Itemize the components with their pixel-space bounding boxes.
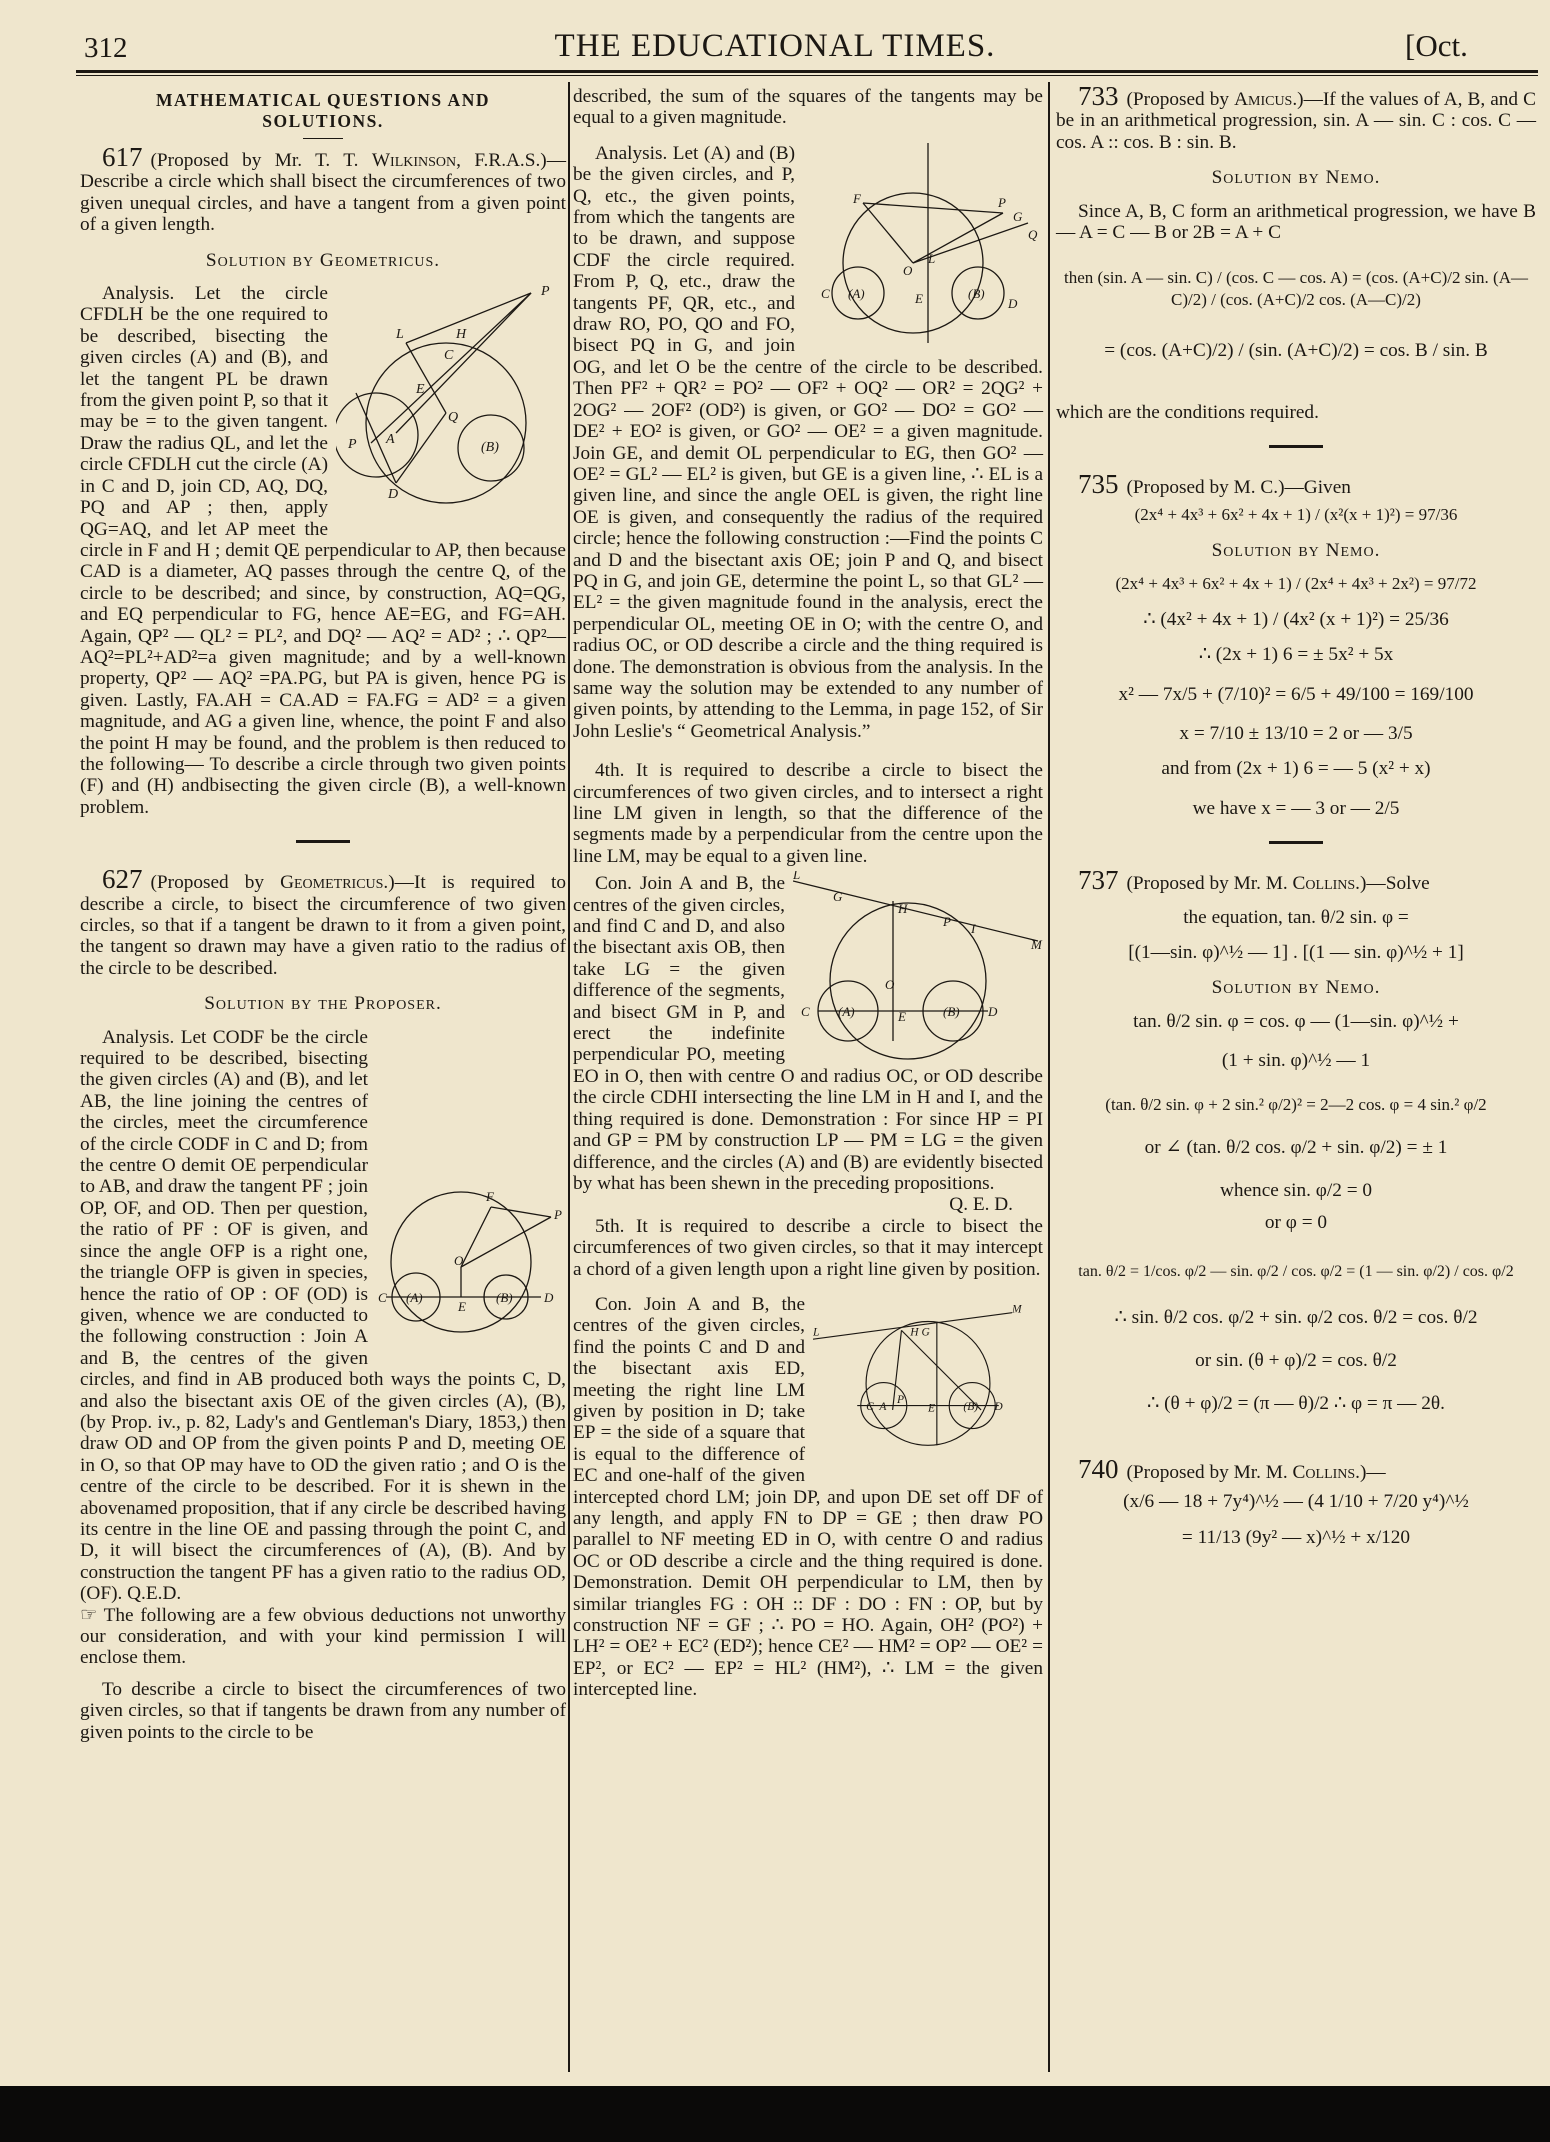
question-text: )— <box>1360 1461 1386 1483</box>
left-column <box>80 86 566 1743</box>
svg-text:D: D <box>544 1289 554 1305</box>
question-text: F.R.A.S.)—Describe a circle which shall bisect the circumferences of two given unequal circles, and have a tangent from a given point of a given length. <box>80 150 567 236</box>
qed-mark: Q. E. D. <box>949 1194 1013 1216</box>
svg-text:E: E <box>416 382 425 398</box>
proposer-prefix: (Proposed by <box>150 872 281 894</box>
divider <box>296 840 350 843</box>
svg-text:H: H <box>898 901 908 917</box>
column-divider <box>1048 82 1050 2072</box>
header-rule <box>76 70 1538 73</box>
svg-text:M: M <box>1031 937 1042 953</box>
geometry-figure-tangents <box>803 143 1043 343</box>
question-text: (Proposed by M. C.)—Given <box>1126 477 1351 499</box>
svg-text:H G: H G <box>910 1326 930 1339</box>
proposer-prefix: (Proposed by Mr. T. T. <box>150 150 372 171</box>
equation: ∴ (θ + φ)/2 = (π — θ)/2 ∴ φ = π — 2θ. <box>1147 1393 1445 1415</box>
equation: ∴ (4x² + 4x + 1) / (4x² (x + 1)²) = 25/36 <box>1143 608 1449 630</box>
fifth-construction: Con. Join A and B, the centres of the given circles, find the points C and D and the bisectant axis ED, meeting the right line LM given by position in D; take EP = the side of a square that is equal to the difference of EC and one-half of the given intercepted chord LM; join DP, and upon DE set off DF of any length, and apply FN to DP = GE ; then draw PO parallel to NF meeting ED in O, with centre O and radius OC or OD describe a circle and the thing required is done. Demonstration. Demit OH perpendicular to LM, then by similar triangles FG : OH :: DF : DO : FN : OP, but by construction NF = GF ; ∴ PO = HO. Again, OH² (PO²) + LH² = OE² + EC² (ED²); hence CE² — HM² = OP² — OE² = EP², or EC² — EP² = HL² (HM²), ∴ LM = the given intercepted line. <box>573 1293 1043 1701</box>
svg-text:(B): (B) <box>963 1400 979 1413</box>
svg-text:(A): (A) <box>848 285 865 301</box>
question-617 <box>80 142 567 236</box>
equation: whence sin. φ/2 = 0 <box>1219 1180 1373 1202</box>
page-number: 312 <box>84 32 128 64</box>
equation: ∴ sin. θ/2 cos. φ/2 + sin. φ/2 cos. θ/2 = cos. θ/2 <box>1114 1306 1478 1328</box>
equation: [(1—sin. φ)^½ — 1] . [(1 — sin. φ)^½ + 1] <box>1128 941 1464 963</box>
construction-text: Con. Join A and B, the centres of the given circles, and find C and D, and also the bisectant axis OB, then take LG = the given difference of the segments, and bisect GM in P, and erect the indefinite perpendicular PO, meeting EO in O, then with centre O and radius OC, or OD describe the circle CDHI intersecting the line LM in H and I, and the thing required is done. Demonstration : For since HP = PI and GP = PM by construction LP — PM = LG = the given difference, and the circles (A) and (B) are evidently bisected by what has been shewn in the preceding propositions. <box>573 873 1043 1194</box>
svg-text:(B): (B) <box>968 285 985 301</box>
equation: x² — 7x/5 + (7/10)² = 6/5 + 49/100 = 169/100 <box>1118 683 1474 705</box>
svg-text:O: O <box>903 262 913 278</box>
geometry-figure-fifth <box>813 1294 1043 1464</box>
svg-text:P: P <box>348 437 357 453</box>
svg-text:G: G <box>833 889 843 905</box>
section-heading: MATHEMATICAL QUESTIONS AND SOLUTIONS. <box>156 90 490 131</box>
svg-text:D: D <box>994 1400 1003 1413</box>
equation: or ∠ (tan. θ/2 cos. φ/2 + sin. φ/2) = ± 1 <box>1144 1136 1448 1158</box>
equation: tan. θ/2 sin. φ = cos. φ — (1—sin. φ)^½ + <box>1133 1010 1459 1032</box>
equation: we have x = — 3 or — 2/5 <box>1192 797 1400 819</box>
svg-text:P: P <box>897 1393 905 1406</box>
svg-text:(B): (B) <box>943 1004 960 1020</box>
equation: and from (2x + 1) 6 = — 5 (x² + x) <box>1161 758 1431 780</box>
geometry-figure-617 <box>336 283 566 515</box>
equation: or sin. (θ + φ)/2 = cos. θ/2 <box>1195 1350 1397 1371</box>
svg-text:P: P <box>943 914 951 930</box>
question-737 <box>1056 865 1536 896</box>
svg-text:D: D <box>1008 295 1018 311</box>
svg-text:O: O <box>454 1252 464 1268</box>
analysis-paragraph: Analysis. Let (A) and (B) be the given circles, and P, Q, etc., the given points, from which the tangents are to be drawn, and suppose CDF the circle required. From P, Q, etc., draw the tangents PF, QR, etc., and draw RO, PO, QO and FO, bisect PQ in G, and join OG, and let O be the centre of the circle to be described. Then PF² + QR² = PO² — OF² + OQ² — OR² = 2QG² + 2OG² — 2OF² (OD²) is given, or GO² — DO² = GO² — DE² + EO² is given, or GO² — OE² = a given magnitude. Join GE, and demit OL perpendicular to EG, then GO² — OE² = GL² — EL² is given, but GE is a given line, ∴ EL is a given line, and since the angle OEL is given, the right line OE is given, and consequently the radius of the required circle; hence the following construction :—Find the points C and D and the bisectant axis OE; join P and Q, and bisect PQ in G, and join GE, determine the point L, so that GL² — EL² = the given magnitude found in the analysis, erect the perpendicular OL, meeting OE in O; with the centre O, and radius OC, or OD describe a circle and the thing required is done. The demonstration is obvious from the analysis. In the same way the solution may be extended to any number of given points, by attending to the Lemma, in page 152, of Sir John Leslie's “ Geometrical Analysis.” <box>573 142 1043 742</box>
proposer-prefix: (Proposed by <box>1126 89 1235 110</box>
scan-border <box>0 2086 1550 2142</box>
svg-text:Q: Q <box>448 410 459 426</box>
svg-text:P: P <box>554 1206 562 1222</box>
svg-text:F: F <box>853 190 861 206</box>
question-740 <box>1056 1453 1536 1484</box>
deduction-third: To describe a circle to bisect the circumferences of two given circles, so that if tangents be drawn from any number of given points to the circle to be <box>80 1678 566 1743</box>
equation: then (sin. A — sin. C) / (cos. C — cos. A) = (cos. (A+C)/2 sin. (A—C)/2) / (cos. (A+C)/2 cos. (A—C)/2) <box>1064 268 1528 309</box>
equation: (2x⁴ + 4x³ + 6x² + 4x + 1) / (2x⁴ + 4x³ + 2x²) = 97/72 <box>1115 574 1477 594</box>
equation: ∴ (2x + 1) 6 = ± 5x² + 5x <box>1198 644 1394 666</box>
question-number: 617 <box>102 142 143 172</box>
question-text: )—If the values of A, B, and C be in an arithmetical progression, sin. A — sin. C : cos. C — cos. A :: cos. B : sin. B. <box>1056 89 1536 153</box>
svg-text:E: E <box>898 1009 906 1025</box>
svg-text:A: A <box>879 1400 887 1413</box>
equation: (tan. θ/2 sin. φ + 2 sin.² φ/2)² = 2—2 cos. φ = 4 sin.² φ/2 <box>1105 1094 1487 1114</box>
svg-text:Q: Q <box>1028 226 1038 242</box>
journal-title: THE EDUCATIONAL TIMES. <box>554 28 996 64</box>
proposer-name: Collins. <box>1292 1461 1361 1483</box>
question-735 <box>1056 469 1536 500</box>
svg-text:F: F <box>486 1188 494 1204</box>
question-number: 735 <box>1078 469 1119 500</box>
question-number: 740 <box>1078 1453 1119 1484</box>
svg-text:L: L <box>396 327 404 343</box>
svg-text:A: A <box>386 432 395 448</box>
proposer-name: Wilkinson, <box>371 150 461 171</box>
divider <box>303 138 343 139</box>
svg-text:M: M <box>1012 1303 1022 1316</box>
solution-heading: Solution by Nemo. <box>1211 977 1381 999</box>
svg-text:C: C <box>801 1004 810 1020</box>
middle-column <box>573 86 1043 1701</box>
question-number: 627 <box>102 864 143 895</box>
svg-text:H: H <box>456 327 467 343</box>
svg-text:D: D <box>388 487 399 503</box>
svg-text:E: E <box>915 290 923 306</box>
svg-text:(A): (A) <box>838 1004 855 1020</box>
proposer-name: Amicus. <box>1234 89 1298 110</box>
header-rule-thin <box>76 75 1538 76</box>
question-627 <box>80 864 566 979</box>
equation: tan. θ/2 = 1/cos. φ/2 — sin. φ/2 / cos. φ/2 = (1 — sin. φ/2) / cos. φ/2 <box>1078 1263 1514 1281</box>
svg-text:E: E <box>458 1298 466 1314</box>
solution-body: Analysis. Let CODF be the circle required to be described, bisecting the given circles (A) and (B), and let AB, the line joining the centres of the circles, meet the circumference of the circle CODF in C and D; from the centre O demit OE perpendicular to AB, and draw the tangent PF ; join OP, OF, and OD. Then per question, the ratio of PF : OF is given, and since the angle OFP is a right one, the triangle OFP is given in species, hence the ratio of OP : OF (OD) is given, whence we are conducted to the following construction : Join A and B, the centres of the given circles, and find in AB produced both ways the points C, D, and also the bisectant axis OE of the given circles (A), (B), (by Prop. iv., p. 82, Lady's and Gentleman's Diary, 1853,) then draw OD and OP from the given points P and D, meeting OE in O, so that OP may have to OD the given ratio ; and O is the centre of the circle to be described. For it is shewn in the abovenamed proposition, that if any circle be described having its centre in the line OE and passing through the point C, and D, it will bisect the circumferences of (A), (B). And by construction the tangent PF has a given ratio to the radius OD, (OF). Q.E.D. <box>80 1026 566 1605</box>
equation: x = 7/10 ± 13/10 = 2 or — 3/5 <box>1179 722 1413 744</box>
divider <box>1269 841 1323 844</box>
equation: (2x⁴ + 4x³ + 6x² + 4x + 1) / (x²(x + 1)²) = 97/36 <box>1134 505 1458 525</box>
equation: = (cos. (A+C)/2) / (sin. (A+C)/2) = cos. B / sin. B <box>1104 340 1488 362</box>
proposer-prefix: (Proposed by Mr. M. <box>1126 873 1293 895</box>
solution-conclusion: which are the conditions required. <box>1056 401 1319 423</box>
geometry-figure-627 <box>376 1177 566 1347</box>
svg-text:P: P <box>998 194 1006 210</box>
svg-text:C: C <box>821 285 830 301</box>
editor-note: ☞ The following are a few obvious deductions not unworthy our consideration, and with your kind permission I will enclose them. <box>80 1604 566 1669</box>
svg-text:(A): (A) <box>406 1289 423 1305</box>
svg-text:L: L <box>928 250 936 266</box>
equation: = 11/13 (9y² — x)^½ + x/120 <box>1181 1526 1411 1548</box>
question-733 <box>1056 81 1536 153</box>
solution-heading: Solution by the Proposer. <box>204 993 442 1015</box>
equation: (x/6 — 18 + 7y⁴)^½ — (4 1/10 + 7/20 y⁴)^½ <box>1123 1491 1469 1513</box>
solution-heading: Solution by Nemo. <box>1211 167 1381 189</box>
solution-heading: Solution by Nemo. <box>1211 539 1381 561</box>
solution-heading: Solution by Geometricus. <box>205 249 441 271</box>
svg-text:E: E <box>928 1402 936 1415</box>
solution-body: Analysis. Let the circle CFDLH be the one required to be described, bisecting the given circles (A) and (B), and let the tangent PL be drawn from the given point P, so that it may be = to the given tangent. Draw the radius QL, and let the circle CFDLH cut the circle (A) in C and D, join CD, AQ, DQ, PQ and AP ; then, apply QG=AQ, and let AP meet the circle in F and H ; demit QE perpendicular to AP, then because CAD is a diameter, AQ passes through the centre Q, of the circle to be described; and since, by construction, AQ=QG, and EQ perpendicular to FG, hence AE=EG, and FG=AH. Again, QP² — QL² = PL², and DQ² — AQ² = AD² ; ∴ QP²—AQ²=PL²+AD²=a given magnitude; and by a well-known property, QP² — AQ² =PA.PG, but PA is given, hence PG is given. Lastly, FA.AH = CA.AD = FA.FG = AD² = a given magnitude, and AG a given line, whence, the point F and also the point H may be found, and the problem is then reduced to the following— To describe a circle through two given points (F) and (H) andbisecting the given circle (B), a well-known problem. <box>80 283 566 818</box>
right-column <box>1056 81 1536 1554</box>
equation: the equation, tan. θ/2 sin. φ = <box>1183 906 1409 928</box>
svg-text:(B): (B) <box>496 1289 513 1305</box>
equation: (1 + sin. φ)^½ — 1 <box>1221 1050 1371 1072</box>
svg-text:C: C <box>378 1289 387 1305</box>
svg-text:D: D <box>988 1004 998 1020</box>
equation: or φ = 0 <box>1264 1211 1328 1233</box>
fifth-deduction: 5th. It is required to describe a circle to bisect the circumferences of two given circles, so that it may intercept a chord of a given length upon a right line given by position. <box>573 1215 1043 1280</box>
question-text: )—It is required to describe a circle, to bisect the circumference of two given circles, so that if a tangent be drawn to it from a given point, the tangent so drawn may have a given ratio to the radius of the circle to be described. <box>80 872 566 979</box>
svg-text:C: C <box>444 348 454 364</box>
svg-text:P: P <box>541 284 550 300</box>
proposer-prefix: (Proposed by Mr. M. <box>1126 1461 1293 1483</box>
question-number: 733 <box>1078 81 1119 111</box>
question-text: )—Solve <box>1360 873 1430 895</box>
svg-text:O: O <box>885 977 895 993</box>
svg-text:I: I <box>971 921 976 937</box>
svg-text:L: L <box>793 871 801 883</box>
proposer-name: Collins. <box>1292 873 1361 895</box>
svg-text:(B): (B) <box>481 440 499 456</box>
svg-text:L: L <box>813 1326 820 1339</box>
fourth-deduction: 4th. It is required to describe a circle to bisect the circumferences of two given circles, and to intersect a right line LM given in length, so that the difference of the segments made by a perpendicular from the centre upon the line LM, may be equal to a given line. <box>573 760 1043 867</box>
geometry-figure-fourth <box>793 871 1043 1061</box>
page-header <box>0 26 1550 70</box>
proposer-name: Geometricus. <box>280 872 389 894</box>
column-divider <box>568 82 570 2072</box>
deduction-continued: described, the sum of the squares of the tangents may be equal to a given magnitude. <box>573 86 1043 129</box>
svg-text:C: C <box>866 1400 874 1413</box>
question-number: 737 <box>1078 865 1119 896</box>
svg-text:G: G <box>1013 208 1023 224</box>
issue-month: [Oct. <box>1405 28 1468 63</box>
solution-intro: Since A, B, C form an arithmetical progression, we have B — A = C — B or 2B = A + C <box>1056 200 1536 244</box>
divider <box>1269 445 1323 448</box>
